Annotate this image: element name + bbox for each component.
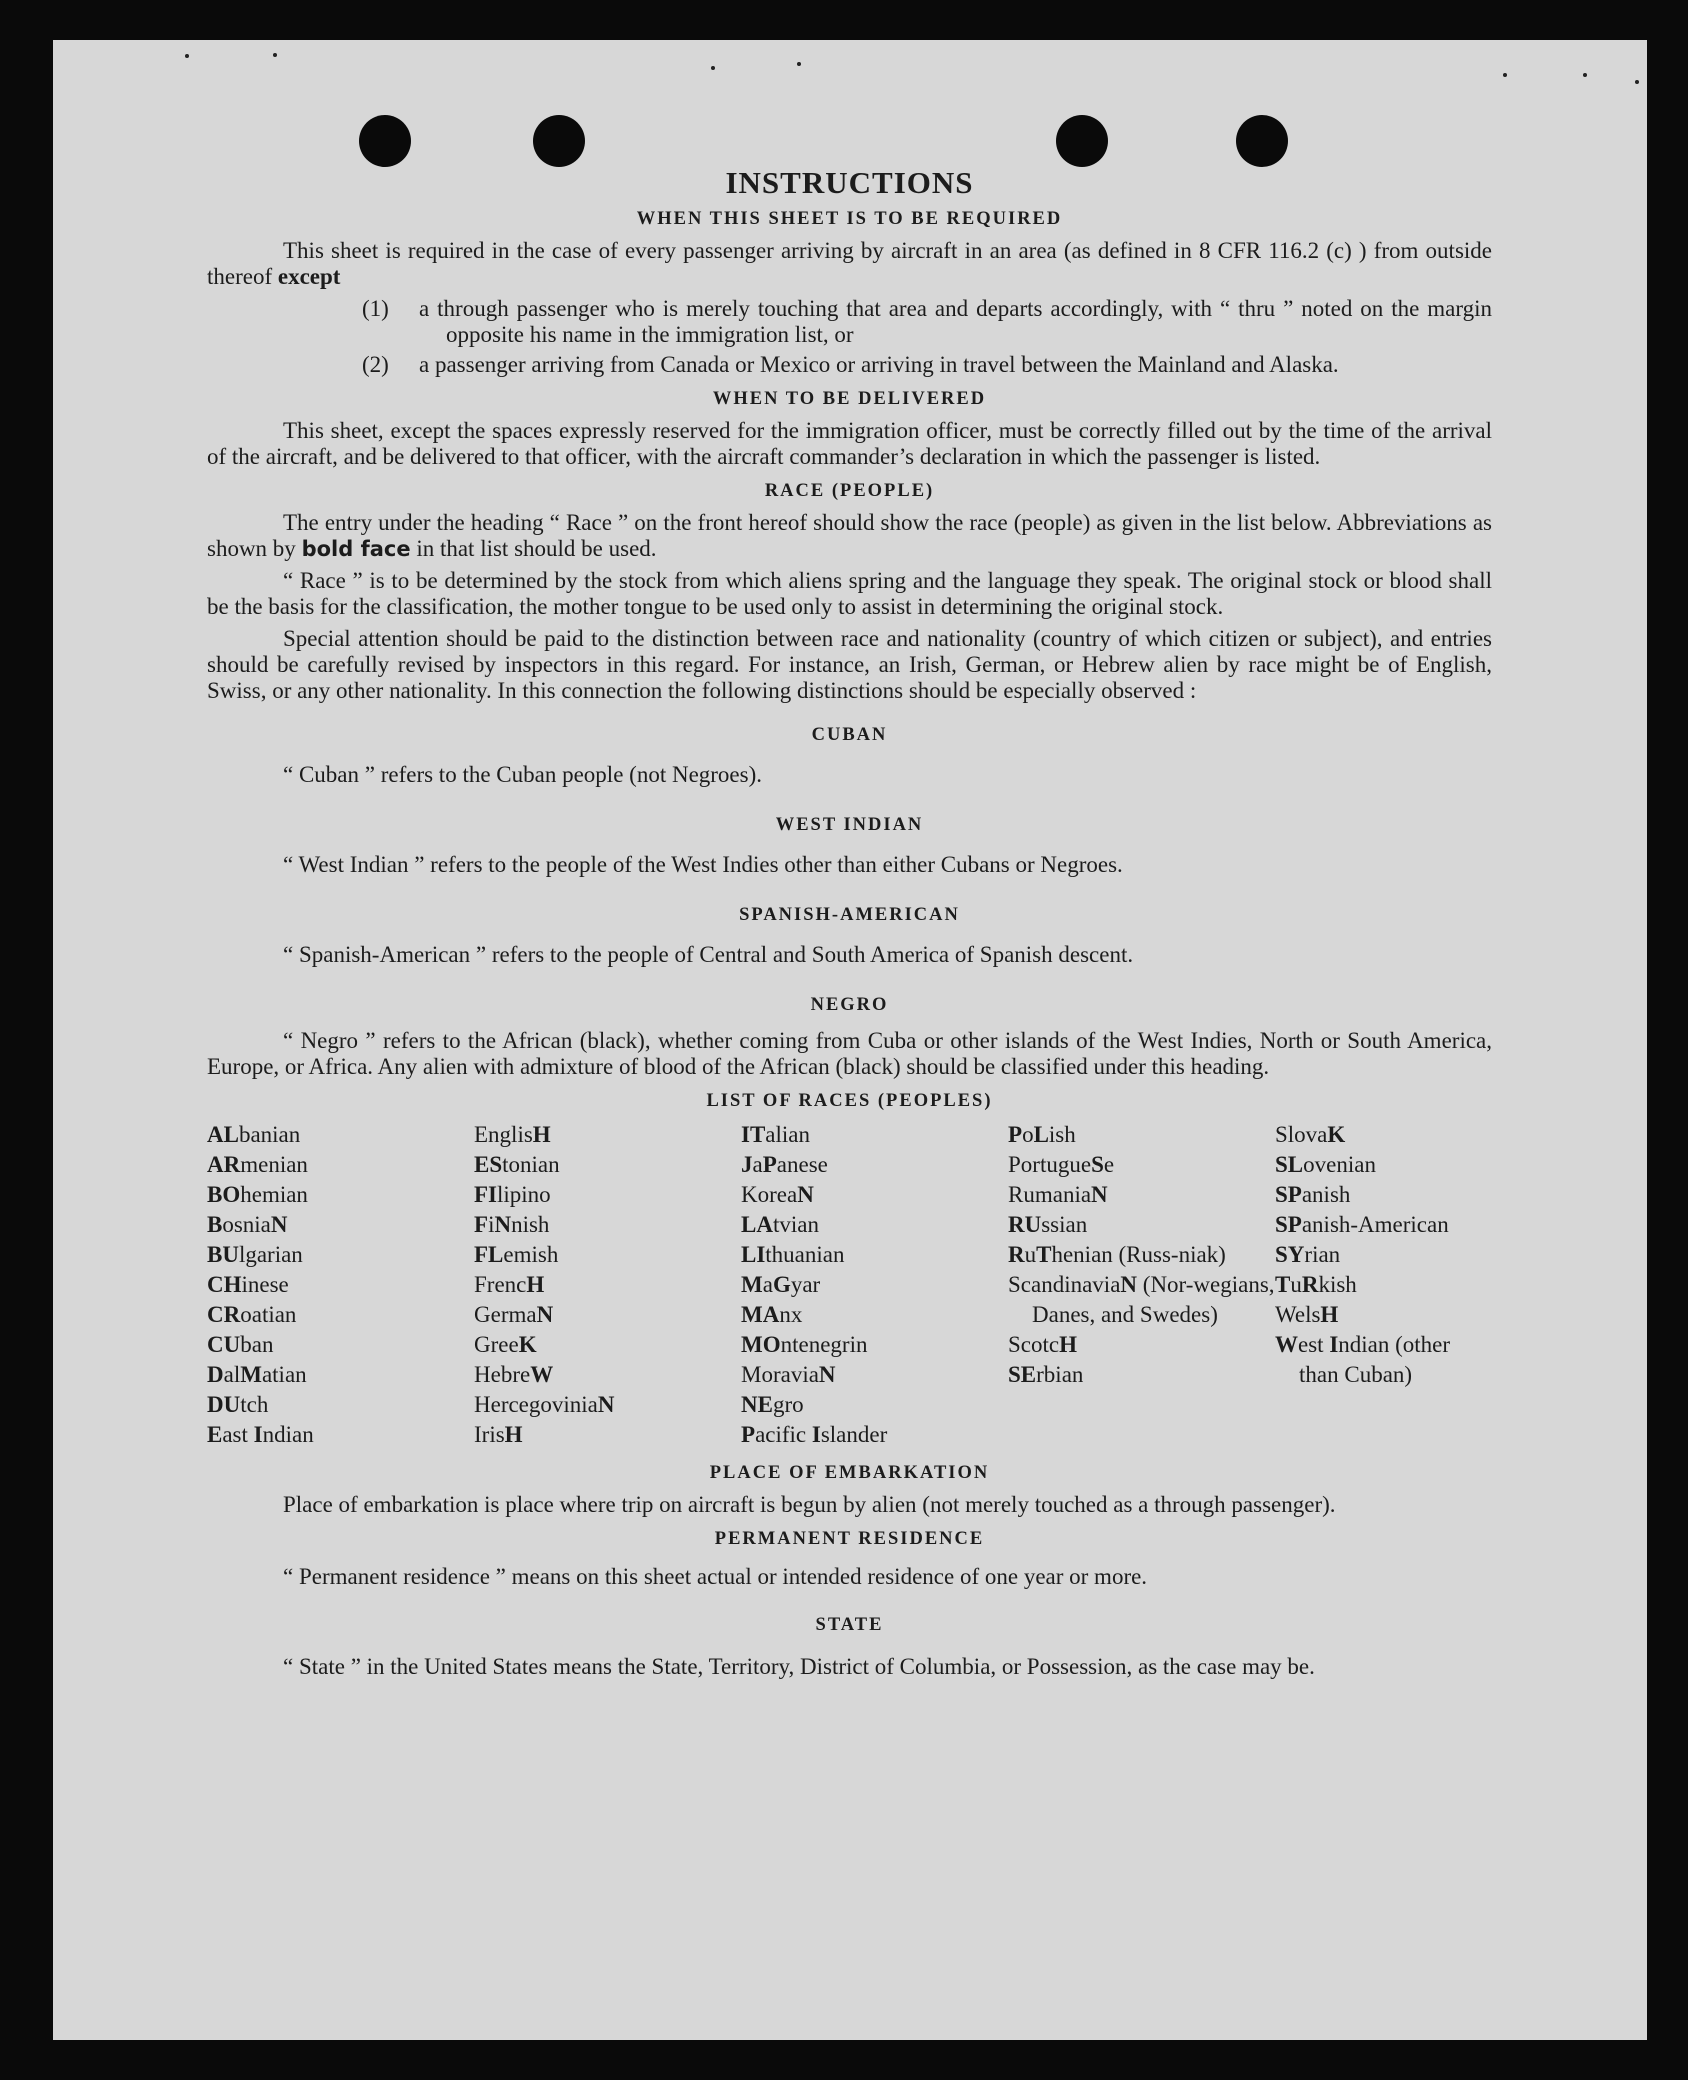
race-item [1275,1180,1492,1210]
race-item [741,1420,1008,1450]
race-item [474,1330,741,1360]
section-heading: CUBAN [811,725,888,745]
speck [1503,73,1507,77]
race-abbrev: IT [741,1122,766,1147]
section-heading: STATE [815,1615,884,1635]
speck [1635,80,1639,84]
race-text: e [1103,1152,1115,1177]
race-text: anese [776,1152,828,1177]
race-abbrev: SP [1275,1212,1302,1237]
item-text: a passenger arriving from Canada or Mexico or arriving in travel between the Mainland and Alaska. [419,352,1339,377]
race-item [474,1420,741,1450]
race-text: yar [790,1272,821,1297]
race-abbrev: SL [1275,1152,1304,1177]
race-text: atian [261,1362,307,1387]
embarkation-text: Place of embarkation is place where trip on aircraft is begun by alien (not merely touched as a through passenger). [283,1492,1336,1517]
race-abbrev: H [1059,1332,1077,1357]
section-heading: SPANISH-AMERICAN [739,905,960,925]
race-text: Scotc [1008,1332,1060,1357]
race-abbrev: RU [1008,1212,1042,1237]
item-number: (2) [362,352,389,377]
race-text: ish [1048,1122,1076,1147]
race-abbrev: P [762,1152,777,1177]
race-abbrev: I [253,1422,263,1447]
section-heading: RACE (PEOPLE) [764,481,935,501]
race-text: lgarian [238,1242,303,1267]
required-intro-text: This sheet is required in the case of every passenger arriving by aircraft in an area (as defined in 8 CFR 116.2 (c) ) from outside thereof [207,238,1492,289]
race-item [1275,1240,1492,1270]
race-item [1008,1120,1275,1150]
race-abbrev: D [207,1362,224,1387]
race-text: osnia [222,1212,271,1237]
punch-hole [1056,115,1108,167]
race-text: henian (Russ-niak) [1051,1242,1226,1267]
race-item [741,1270,1008,1300]
speck [185,54,189,58]
race-text: rbian [1036,1362,1084,1387]
race-abbrev: M [240,1362,262,1387]
race-text: Korea [741,1182,798,1207]
race-column [1008,1120,1275,1450]
race-abbrev: N [1091,1182,1108,1207]
race-item [1275,1210,1492,1240]
race-text: rian [1304,1242,1341,1267]
punch-hole [533,115,585,167]
race-text: a [762,1272,773,1297]
race-item [1008,1270,1275,1330]
section-heading: WHEN TO BE DELIVERED [712,389,987,409]
race-abbrev: N [536,1302,554,1327]
race-item [474,1180,741,1210]
race-abbrev: BO [207,1182,241,1207]
race-abbrev: N [1120,1272,1138,1297]
race-text: Moravia [741,1362,819,1387]
race-abbrev: CU [207,1332,241,1357]
delivered-text: This sheet, except the spaces expressly reserved for the immigration officer, must be correctly filled out by the time of the arrival of the aircraft, and be delivered to that officer, with the aircraft commander’s declaration in which the passenger is listed. [207,418,1492,469]
race-item [207,1420,474,1450]
race-item [1008,1240,1275,1270]
section-heading: NEGRO [810,995,889,1015]
race-abbrev: W [530,1362,554,1387]
race-item [741,1240,1008,1270]
race-text: al [223,1362,241,1387]
race-text: banian [238,1122,301,1147]
race-abbrev: SP [1275,1182,1302,1207]
race-item [1275,1330,1492,1390]
speck [797,62,801,66]
race-column [741,1120,1008,1450]
race-text: ssian [1041,1212,1088,1237]
race-text: ovenian [1303,1152,1376,1177]
race-column [1275,1120,1492,1450]
race-text: ntenegrin [780,1332,868,1357]
race-text: Germa [474,1302,537,1327]
race-abbrev: L [1033,1122,1049,1147]
race-p1-bold: bold face [301,537,411,561]
race-abbrev: CH [207,1272,242,1297]
section-heading: LIST OF RACES (PEOPLES) [706,1091,993,1111]
race-abbrev: AR [207,1152,241,1177]
race-abbrev: N [797,1182,814,1207]
race-text: i [488,1212,495,1237]
race-abbrev: P [741,1422,756,1447]
section-heading: WEST INDIAN [775,815,924,835]
race-text: Englis [474,1122,533,1147]
race-abbrev: AL [207,1122,239,1147]
race-item [474,1120,741,1150]
race-item [1275,1120,1492,1150]
race-text: anish [1301,1182,1351,1207]
race-column [207,1120,474,1450]
race-abbrev: NE [741,1392,773,1417]
race-abbrev: SY [1275,1242,1305,1267]
race-item [207,1390,474,1420]
race-abbrev: BU [207,1242,239,1267]
spanish-american-text: “ Spanish-American ” refers to the people of Central and South America of Spanish descent. [283,942,1134,967]
race-text: inese [241,1272,289,1297]
race-abbrev: T [1036,1242,1052,1267]
race-text: u [1024,1242,1037,1267]
race-text: (Nor-wegians, Danes, and Swedes) [1032,1272,1275,1327]
race-abbrev: LI [741,1242,766,1267]
race-text: Wels [1275,1302,1321,1327]
race-item [741,1330,1008,1360]
race-text: est [1298,1332,1330,1357]
race-text: kish [1318,1272,1357,1297]
race-p1-a: The entry under the heading “ Race ” on the front hereof should show the race (people) as given in the list below. Abbreviations as shown by [207,510,1492,561]
race-abbrev: I [811,1422,821,1447]
race-text: slander [820,1422,888,1447]
race-text: Frenc [474,1272,527,1297]
race-item [207,1180,474,1210]
race-text: tch [240,1392,269,1417]
race-abbrev: G [772,1272,791,1297]
race-text: oatian [240,1302,297,1327]
race-abbrev: H [532,1122,551,1147]
race-item [1275,1150,1492,1180]
race-abbrev: LA [741,1212,773,1237]
race-abbrev: N [270,1212,288,1237]
race-text: tonian [502,1152,560,1177]
race-text: Hebre [474,1362,531,1387]
race-paragraph-1 [207,510,1492,562]
race-item [741,1180,1008,1210]
race-item [741,1210,1008,1240]
punch-hole [359,115,411,167]
race-item [474,1270,741,1300]
race-item [741,1150,1008,1180]
race-abbrev: ES [474,1152,503,1177]
race-item [207,1330,474,1360]
race-abbrev: S [1091,1152,1104,1177]
race-item [741,1300,1008,1330]
race-item [207,1240,474,1270]
race-abbrev: K [1327,1122,1346,1147]
race-item [207,1210,474,1240]
race-abbrev: N [818,1362,836,1387]
race-text: o [1022,1122,1034,1147]
race-abbrev: M [741,1272,763,1297]
speck [1583,73,1587,77]
race-abbrev: K [518,1332,537,1357]
required-intro [207,238,1492,290]
state-text: “ State ” in the United States means the State, Territory, District of Columbia, or Possession, as the case may be. [283,1654,1315,1679]
race-text: Scandinavia [1008,1272,1121,1297]
race-text: Gree [474,1332,519,1357]
race-paragraph-3: Special attention should be paid to the distinction between race and nationality (country of which citizen or subject), and entries should be carefully revised by inspectors in this regard. For instance, an Irish, German, or Hebrew alien by race might be of English, Swiss, or any other nationality. In this connection the following distinctions should be especially observed : [207,626,1492,703]
race-text: anish-American [1301,1212,1449,1237]
residence-text: “ Permanent residence ” means on this sheet actual or intended residence of one year or more. [283,1564,1148,1589]
page-title: INSTRUCTIONS [725,165,974,200]
race-abbrev: J [741,1152,753,1177]
race-item [1008,1330,1275,1360]
race-text: alian [765,1122,810,1147]
race-abbrev: CR [207,1302,241,1327]
race-text: Portugue [1008,1152,1092,1177]
required-intro-emph: except [277,264,341,289]
race-abbrev: B [207,1212,223,1237]
race-item [1008,1360,1275,1390]
race-abbrev: W [1275,1332,1298,1357]
race-item [474,1210,741,1240]
race-abbrev: N [494,1212,512,1237]
race-item [741,1120,1008,1150]
race-abbrev: P [1008,1122,1023,1147]
race-abbrev: F [474,1212,489,1237]
race-abbrev: N [597,1392,615,1417]
race-paragraph-2: “ Race ” is to be determined by the stock from which aliens spring and the language they speak. The original stock or blood shall be the basis for the classification, the mother tongue to be used only to assist in determining the original stock. [207,568,1492,619]
race-text: Rumania [1008,1182,1092,1207]
speck [273,53,277,57]
race-abbrev: DU [207,1392,241,1417]
race-text: tvian [772,1212,819,1237]
race-text: Slova [1275,1122,1328,1147]
race-item [1275,1300,1492,1330]
race-item [474,1300,741,1330]
race-text: ndian [262,1422,314,1447]
race-text: u [1290,1272,1302,1297]
race-item [474,1360,741,1390]
race-item [207,1360,474,1390]
race-item [741,1390,1008,1420]
race-text: ndian (other than Cuban) [1299,1332,1451,1387]
item-number: (1) [362,296,389,321]
race-item [1008,1210,1275,1240]
race-list [207,1120,1492,1450]
race-abbrev: MA [741,1302,780,1327]
race-abbrev: I [1329,1332,1339,1357]
list-item [207,352,1492,378]
race-p1-b: in that list should be used. [416,536,657,561]
race-text: Hercegovinia [474,1392,598,1417]
punch-hole [1236,115,1288,167]
race-text: emish [503,1242,559,1267]
section-heading: PLACE OF EMBARKATION [709,1463,990,1483]
item-text: a through passenger who is merely touching that area and departs accordingly, with “ thru ” noted on the margin opposite his name in the immigration list, or [419,296,1492,347]
race-item [474,1240,741,1270]
race-abbrev: R [1008,1242,1025,1267]
race-abbrev: H [1320,1302,1339,1327]
race-abbrev: SE [1008,1362,1037,1387]
race-text: lipino [497,1182,551,1207]
race-abbrev: H [526,1272,545,1297]
race-item [741,1360,1008,1390]
race-item [207,1270,474,1300]
race-text: Iris [474,1422,505,1447]
race-text: thuanian [765,1242,845,1267]
speck [711,66,715,70]
race-text: nx [779,1302,803,1327]
race-text: ast [222,1422,254,1447]
section-heading: WHEN THIS SHEET IS TO BE REQUIRED [636,209,1063,229]
race-text: gro [772,1392,804,1417]
race-item [207,1120,474,1150]
race-item [1008,1180,1275,1210]
section-heading: PERMANENT RESIDENCE [714,1529,985,1549]
race-text: ban [240,1332,274,1357]
race-item [1275,1270,1492,1300]
list-item [207,296,1492,348]
race-abbrev: T [1275,1272,1291,1297]
race-item [207,1150,474,1180]
race-abbrev: R [1301,1272,1319,1297]
instructions-body [207,165,1492,1690]
race-abbrev: MO [741,1332,781,1357]
race-item [474,1390,741,1420]
race-abbrev: H [504,1422,523,1447]
race-text: nish [511,1212,550,1237]
race-abbrev: FI [474,1182,497,1207]
negro-text: “ Negro ” refers to the African (black), whether coming from Cuba or other islands of the West Indies, North or South America, Europe, or Africa. Any alien with admixture of blood of the African (black) should be classified under this heading. [207,1028,1492,1079]
race-item [474,1150,741,1180]
race-column [474,1120,741,1450]
race-abbrev: E [207,1422,223,1447]
race-item [1008,1150,1275,1180]
race-item [207,1300,474,1330]
race-text: hemian [240,1182,308,1207]
race-text: a [752,1152,763,1177]
race-text: acific [755,1422,812,1447]
west-indian-text: “ West Indian ” refers to the people of the West Indies other than either Cubans or Negroes. [283,852,1123,877]
cuban-text: “ Cuban ” refers to the Cuban people (not Negroes). [283,762,763,787]
race-abbrev: FL [474,1242,504,1267]
race-text: menian [240,1152,308,1177]
